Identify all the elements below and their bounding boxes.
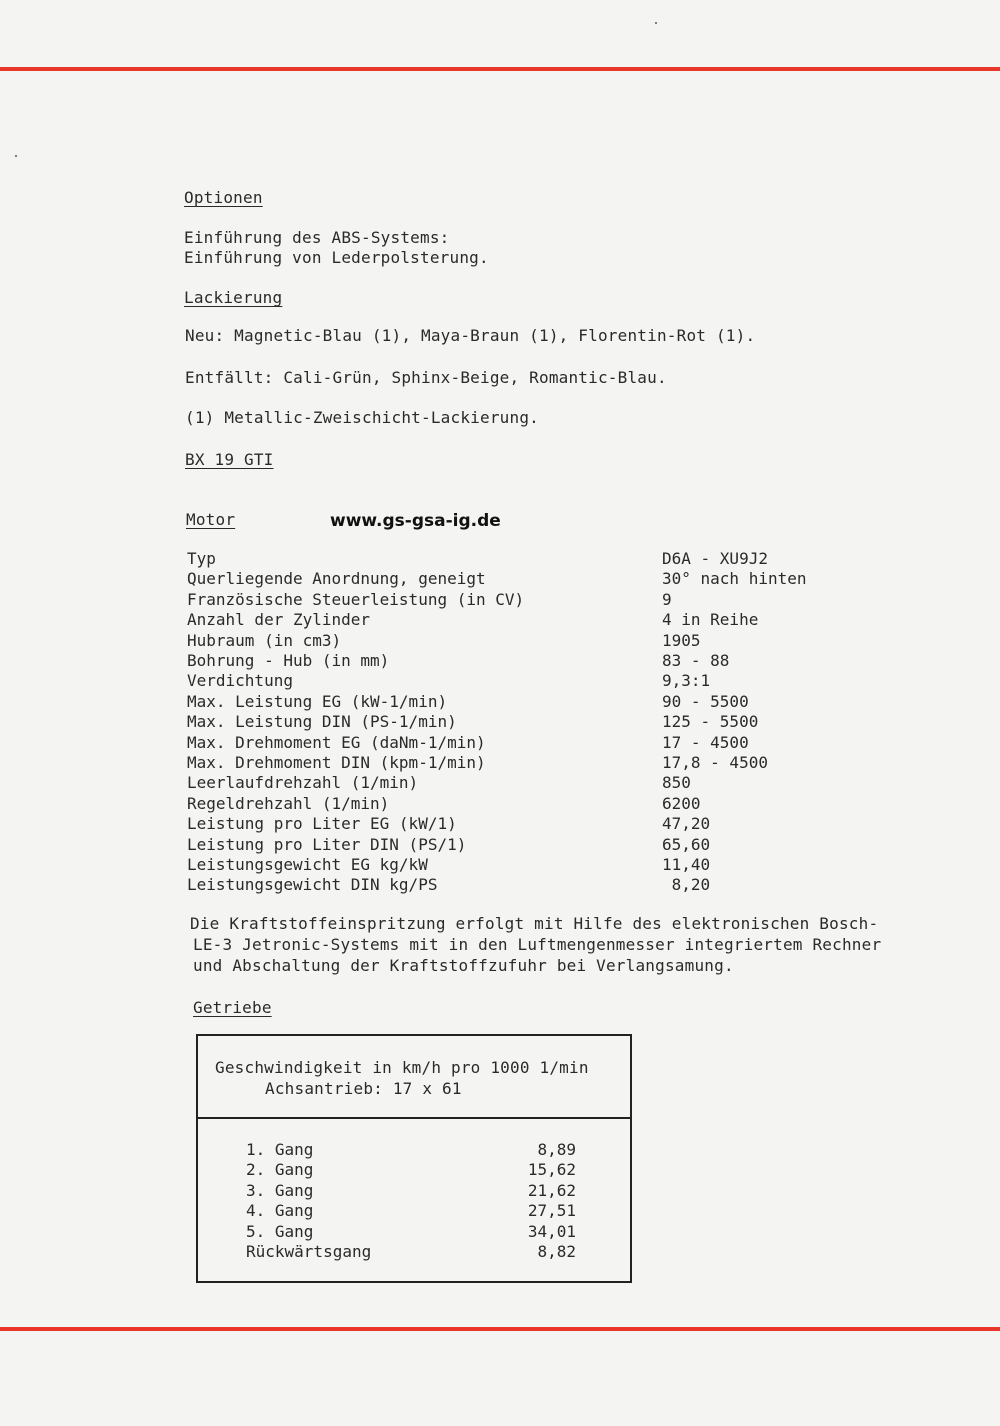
lackierung-entfaellt: Entfällt: Cali-Grün, Sphinx-Beige, Romantic-Blau. bbox=[185, 368, 667, 387]
gear-label: 1. Gang bbox=[246, 1140, 314, 1159]
spec-row bbox=[187, 875, 827, 895]
spec-value: 850 bbox=[662, 773, 691, 793]
spec-label: Verdichtung bbox=[187, 671, 293, 691]
top-red-rule bbox=[0, 67, 1000, 71]
heading-motor: Motor bbox=[186, 510, 236, 529]
spec-row bbox=[187, 631, 827, 651]
optionen-line: Einführung von Lederpolsterung. bbox=[184, 248, 489, 267]
gear-row bbox=[246, 1181, 576, 1201]
spec-value: 6200 bbox=[662, 793, 701, 813]
spec-row bbox=[187, 733, 827, 753]
spec-label: Leistungsgewicht EG kg/kW bbox=[187, 855, 428, 874]
spec-label: Französische Steuerleistung (in CV) bbox=[187, 589, 525, 609]
spec-value: 83 - 88 bbox=[662, 651, 730, 670]
spec-value: D6A - XU9J2 bbox=[662, 549, 768, 568]
gear-label: Rückwärtsgang bbox=[246, 1242, 372, 1261]
spec-label: Querliegende Anordnung, geneigt bbox=[187, 569, 486, 589]
paper-speck bbox=[15, 155, 17, 157]
heading-getriebe: Getriebe bbox=[193, 998, 272, 1017]
watermark-url: www.gs-gsa-ig.de bbox=[330, 511, 501, 531]
lackierung-neu: Neu: Magnetic-Blau (1), Maya-Braun (1), Florentin-Rot (1). bbox=[185, 326, 756, 345]
gear-value: 8,82 bbox=[537, 1242, 576, 1261]
spec-label: Max. Leistung DIN (PS-1/min) bbox=[187, 712, 457, 732]
spec-label: Regeldrehzahl (1/min) bbox=[187, 793, 390, 813]
gear-row bbox=[246, 1201, 576, 1221]
spec-value: 9,3:1 bbox=[662, 671, 711, 691]
gear-label: 3. Gang bbox=[246, 1180, 314, 1200]
spec-value: 90 - 5500 bbox=[662, 691, 749, 711]
spec-label: Bohrung - Hub (in mm) bbox=[187, 651, 390, 670]
gear-row bbox=[246, 1160, 576, 1180]
gear-ratio-table bbox=[196, 1034, 632, 1283]
spec-label: Hubraum (in cm3) bbox=[187, 630, 342, 650]
gear-value: 34,01 bbox=[527, 1221, 576, 1241]
gear-row bbox=[246, 1140, 576, 1160]
spec-value: 8,20 bbox=[662, 875, 711, 895]
spec-value: 1905 bbox=[662, 630, 701, 650]
lackierung-footnote: (1) Metallic-Zweischicht-Lackierung. bbox=[185, 408, 539, 427]
heading-optionen: Optionen bbox=[184, 188, 263, 207]
gear-value: 15,62 bbox=[527, 1160, 576, 1180]
gear-row bbox=[246, 1242, 576, 1262]
spec-label: Typ bbox=[187, 549, 216, 568]
spec-row bbox=[187, 692, 827, 712]
spec-value: 47,20 bbox=[662, 814, 711, 834]
optionen-line: Einführung des ABS-Systems: bbox=[184, 228, 450, 247]
motor-paragraph-line: Die Kraftstoffeinspritzung erfolgt mit Hilfe des elektronischen Bosch- bbox=[190, 914, 879, 933]
gear-value: 8,89 bbox=[537, 1140, 576, 1159]
spec-label: Leerlaufdrehzahl (1/min) bbox=[187, 773, 419, 793]
gear-row bbox=[246, 1222, 576, 1242]
spec-value: 125 - 5500 bbox=[662, 712, 759, 732]
spec-row bbox=[187, 590, 827, 610]
spec-row bbox=[187, 671, 827, 691]
spec-value: 9 bbox=[662, 589, 672, 609]
spec-label: Leistungsgewicht DIN kg/PS bbox=[187, 875, 438, 895]
spec-row bbox=[187, 569, 827, 589]
gear-label: 4. Gang bbox=[246, 1201, 314, 1221]
table-subtitle: Achsantrieb: 17 x 61 bbox=[265, 1079, 462, 1098]
gear-value: 27,51 bbox=[527, 1201, 576, 1221]
spec-row bbox=[187, 855, 827, 875]
spec-row bbox=[187, 651, 827, 671]
spec-label: Max. Drehmoment EG (daNm-1/min) bbox=[187, 732, 486, 752]
spec-row bbox=[187, 814, 827, 834]
motor-paragraph-line: und Abschaltung der Kraftstoffzufuhr bei Verlangsamung. bbox=[193, 956, 734, 975]
spec-value: 65,60 bbox=[662, 834, 711, 854]
spec-row bbox=[187, 610, 827, 630]
spec-label: Leistung pro Liter DIN (PS/1) bbox=[187, 834, 467, 854]
heading-lackierung: Lackierung bbox=[184, 288, 283, 307]
spec-row bbox=[187, 794, 827, 814]
spec-value: 30° nach hinten bbox=[662, 569, 807, 589]
spec-row bbox=[187, 773, 827, 793]
spec-row bbox=[187, 835, 827, 855]
paper-speck bbox=[655, 22, 657, 24]
spec-row bbox=[187, 549, 827, 569]
spec-value: 11,40 bbox=[662, 855, 711, 874]
spec-label: Leistung pro Liter EG (kW/1) bbox=[187, 814, 457, 834]
table-title: Geschwindigkeit in km/h pro 1000 1/min bbox=[215, 1058, 589, 1077]
spec-value: 17,8 - 4500 bbox=[662, 753, 768, 772]
spec-label: Max. Drehmoment DIN (kpm-1/min) bbox=[187, 753, 486, 772]
spec-value: 4 in Reihe bbox=[662, 610, 759, 630]
spec-row bbox=[187, 712, 827, 732]
motor-paragraph-line: LE-3 Jetronic-Systems mit in den Luftmengenmesser integriertem Rechner bbox=[193, 935, 882, 954]
spec-value: 17 - 4500 bbox=[662, 732, 749, 752]
gear-label: 2. Gang bbox=[246, 1160, 314, 1180]
gear-value: 21,62 bbox=[527, 1180, 576, 1200]
heading-model: BX 19 GTI bbox=[185, 450, 274, 469]
spec-row bbox=[187, 753, 827, 773]
bottom-red-rule bbox=[0, 1327, 1000, 1331]
spec-label: Anzahl der Zylinder bbox=[187, 610, 371, 630]
table-divider bbox=[198, 1117, 630, 1119]
spec-label: Max. Leistung EG (kW-1/min) bbox=[187, 691, 448, 711]
gear-label: 5. Gang bbox=[246, 1221, 314, 1241]
